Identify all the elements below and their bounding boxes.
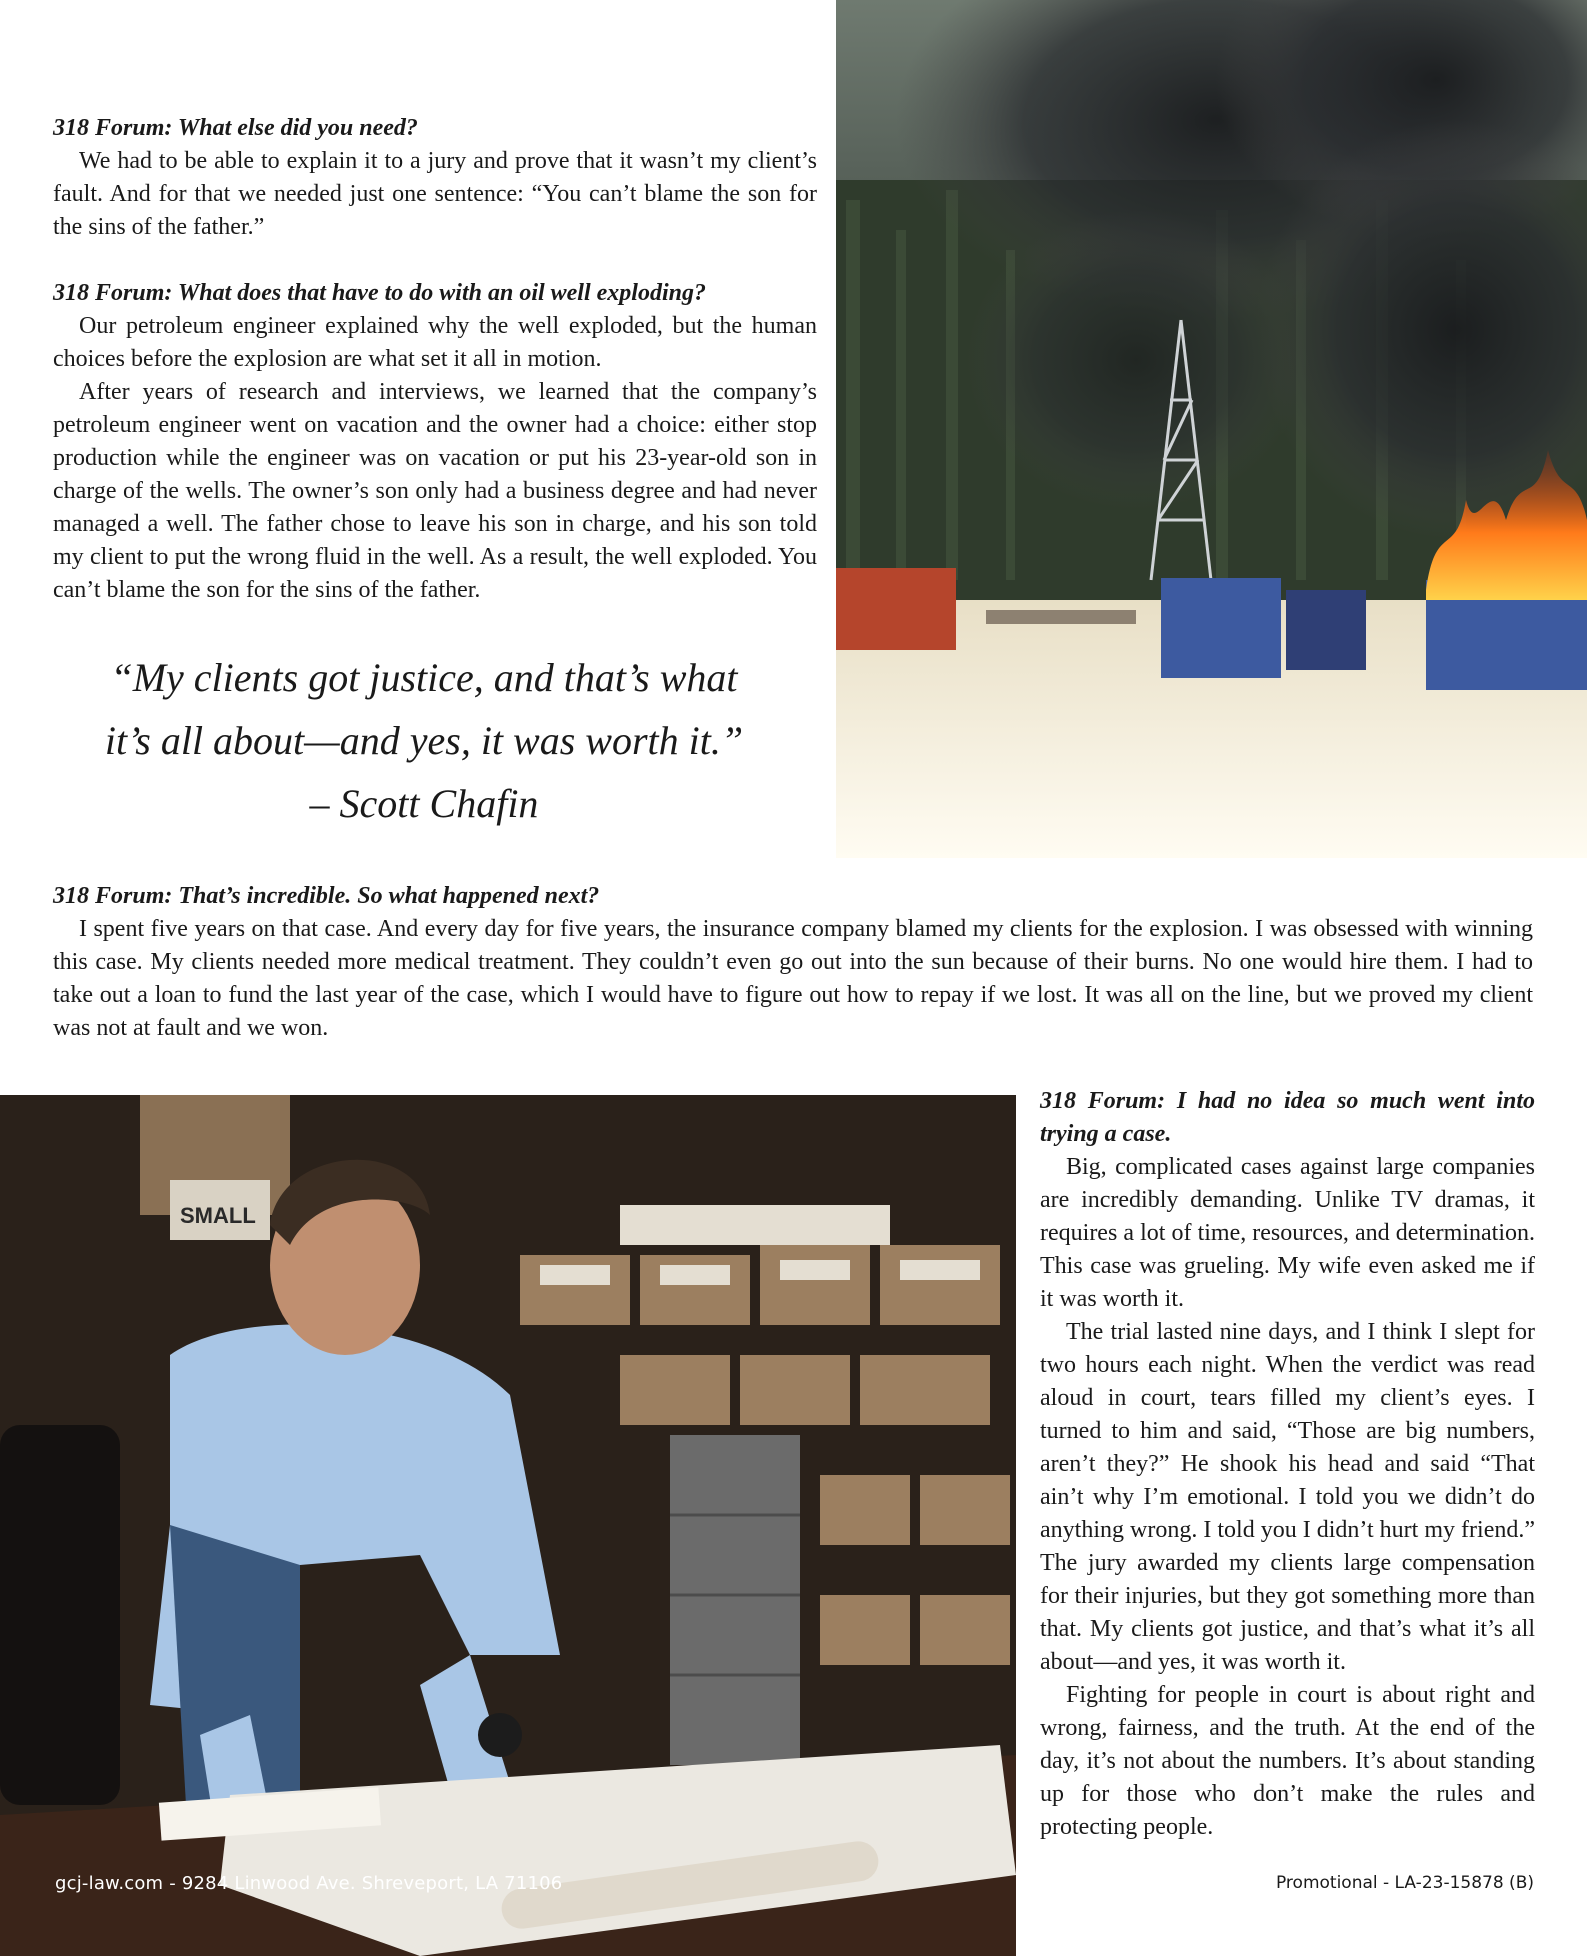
interview-answer-paragraph: We had to be able to explain it to a jury and prove that it wasn’t my client’s fault. And for that we needed just one sentence: “You can’t blame the son for the sins of the father.” (53, 148, 817, 240)
interview-answer-paragraph: Big, complicated cases against large companies are incredibly demanding. Unlike TV dramas, it requires a lot of time, resources, and determination. This case was grueling. My wife even asked me if it was worth it. (1040, 1154, 1535, 1312)
interview-question: 318 Forum: What does that have to do with an oil well exploding? (53, 280, 706, 306)
pull-quote-attribution: – Scott Chafin (309, 781, 539, 826)
attorney-at-desk-photo (0, 1095, 1016, 1956)
interview-answer-paragraph: I spent five years on that case. And every day for five years, the insurance company blamed my clients for the explosion. I was obsessed with winning this case. My clients needed more medical treatment. They couldn’t even go out into the sun because of their burns. No one would hire them. I had to take out a loan to fund the last year of the case, which I would have to figure out how to repay if we lost. It was all on the line, but we proved my client was not at fault and we won. (53, 916, 1533, 1041)
interview-question: 318 Forum: I had no idea so much went into trying a case. (1040, 1088, 1535, 1147)
article-section-1 (53, 112, 817, 607)
box-label-text: SMALL (180, 1203, 256, 1228)
interview-question: 318 Forum: That’s incredible. So what happened next? (53, 883, 600, 909)
interview-question: 318 Forum: What else did you need? (53, 115, 418, 141)
interview-answer-paragraph: Our petroleum engineer explained why the well exploded, but the human choices before the explosion are what set it all in motion. (53, 313, 817, 372)
attorney-at-desk-illustration (0, 1095, 1016, 1956)
pull-quote-line: “My clients got justice, and that’s what (110, 655, 738, 700)
interview-answer-paragraph: After years of research and interviews, we learned that the company’s petroleum engineer went on vacation and the owner had a choice: either stop production while the engineer was on vacation or put his 23-year-old son in charge of the wells. The owner’s son only had a business degree and had never managed a well. The father chose to leave his son in charge, and his son told my client to put the wrong fluid in the well. As a result, the well exploded. You can’t blame the son for the sins of the father. (53, 379, 817, 603)
interview-answer-paragraph: Fighting for people in court is about right and wrong, fairness, and the truth. At the end of the day, it’s not about the numbers. It’s about standing up for those who don’t make the rules and protecting people. (1040, 1682, 1535, 1840)
pull-quote-line: it’s all about—and yes, it was worth it.” (104, 718, 744, 763)
pull-quote (44, 646, 804, 835)
interview-answer-paragraph: The trial lasted nine days, and I think I slept for two hours each night. When the verdict was read aloud in court, tears filled my client’s eyes. I turned to him and said, “Those are big numbers, aren’t they?” He shook his head and said “That ain’t why I’m emotional. I told you we didn’t do anything wrong. I told you I didn’t hurt my friend.” The jury awarded my clients large compensation for their injuries, but they got something more than that. My clients got justice, and that’s what it’s all about—and yes, it was worth it. (1040, 1319, 1535, 1675)
article-section-3 (1040, 1085, 1535, 1844)
footer-address: gcj-law.com - 9284 Linwood Ave. Shreveport, LA 71106 (55, 1873, 563, 1894)
oil-well-fire-illustration (836, 0, 1587, 858)
footer-promo-code: Promotional - LA-23-15878 (B) (1275, 1873, 1534, 1893)
oil-well-fire-photo (836, 0, 1587, 858)
article-section-2 (53, 880, 1533, 1045)
